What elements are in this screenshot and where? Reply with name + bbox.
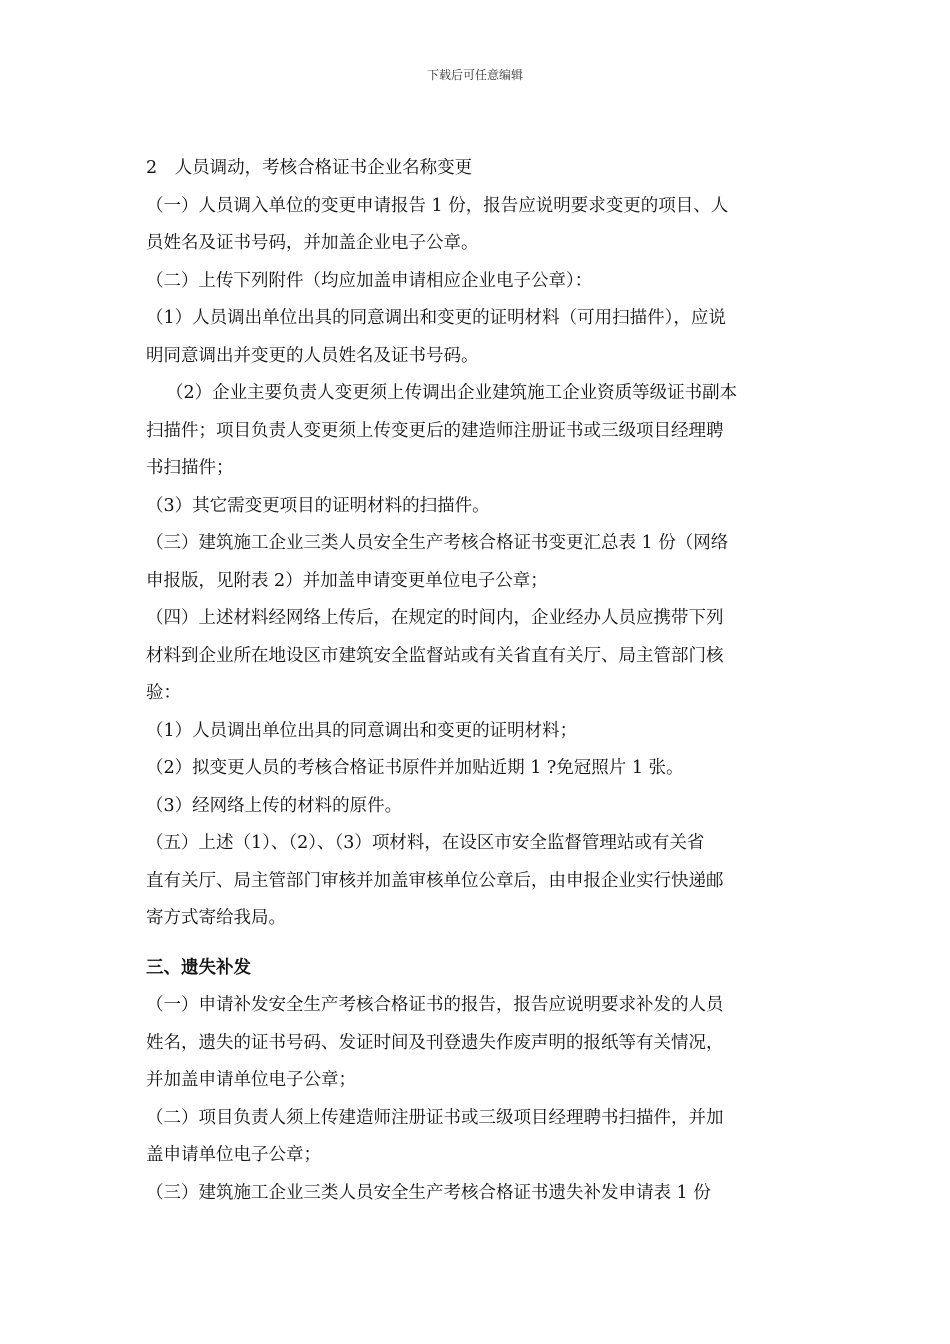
- paragraph-line: （2）企业主要负责人变更须上传调出企业建筑施工企业资质等级证书副本: [166, 383, 738, 403]
- paragraph-line: （二）上传下列附件（均应加盖申请相应企业电子公章）：: [146, 270, 593, 291]
- paragraph-line: （五）上述（1）、（2）、（3）项材料，在设区市安全监督管理站或有关省: [146, 833, 705, 853]
- paragraph-line: （三）建筑施工企业三类人员安全生产考核合格证书遗失补发申请表 1 份: [146, 1182, 711, 1203]
- paragraph-line: 材料到企业所在地设区市建筑安全监督站或有关省直有关厅、局主管部门核: [146, 645, 724, 666]
- paragraph-line: 姓名，遗失的证书号码、发证时间及刊登遗失作废声明的报纸等有关情况，: [146, 1032, 724, 1053]
- paragraph-line: 明同意调出并变更的人员姓名及证书号码。: [146, 345, 479, 366]
- paragraph-line: （一）申请补发安全生产考核合格证书的报告，报告应说明要求补发的人员: [146, 995, 724, 1015]
- paragraph-line: （一）人员调入单位的变更申请报告 1 份，报告应说明要求变更的项目、人: [146, 195, 729, 216]
- paragraph-line: 直有关厅、局主管部门审核并加盖审核单位公章后，由申报企业实行快递邮: [146, 870, 724, 891]
- paragraph-line: （3）其它需变更项目的证明材料的扫描件。: [146, 495, 490, 516]
- paragraph-line: 寄方式寄给我局。: [146, 908, 286, 928]
- page-header: 下载后可任意编辑: [426, 68, 523, 82]
- paragraph-line: 盖申请单位电子公章；: [146, 1145, 321, 1165]
- paragraph-line: 验：: [146, 683, 181, 703]
- paragraph-line: （二）项目负责人须上传建造师注册证书或三级项目经理聘书扫描件，并加: [146, 1107, 724, 1128]
- paragraph-line: （四）上述材料经网络上传后，在规定的时间内，企业经办人员应携带下列: [146, 608, 724, 628]
- paragraph-line: 书扫描件；: [146, 458, 234, 478]
- section-heading: 2 人员调动，考核合格证书企业名称变更: [146, 158, 473, 178]
- paragraph-line: （2）拟变更人员的考核合格证书原件并加贴近期 1 ?免冠照片 1 张。: [146, 758, 684, 778]
- paragraph-line: （1）人员调出单位出具的同意调出和变更的证明材料；: [146, 720, 578, 741]
- paragraph-line: 申报版，见附表 2）并加盖申请变更单位电子公章；: [146, 570, 548, 591]
- paragraph-line: 扫描件；项目负责人变更须上传变更后的建造师注册证书或三级项目经理聘: [146, 420, 724, 441]
- document-body: [146, 150, 796, 1212]
- paragraph-line: 并加盖申请单位电子公章；: [146, 1070, 356, 1090]
- paragraph-line: （三）建筑施工企业三类人员安全生产考核合格证书变更汇总表 1 份（网络: [146, 533, 729, 553]
- section-gap: [146, 938, 796, 950]
- paragraph-line: （3）经网络上传的材料的原件。: [146, 795, 403, 816]
- section-heading: 三、遗失补发: [146, 957, 251, 978]
- paragraph-line: 员姓名及证书号码，并加盖企业电子公章。: [146, 233, 479, 253]
- paragraph-line: （1）人员调出单位出具的同意调出和变更的证明材料（可用扫描件），应说: [146, 308, 726, 328]
